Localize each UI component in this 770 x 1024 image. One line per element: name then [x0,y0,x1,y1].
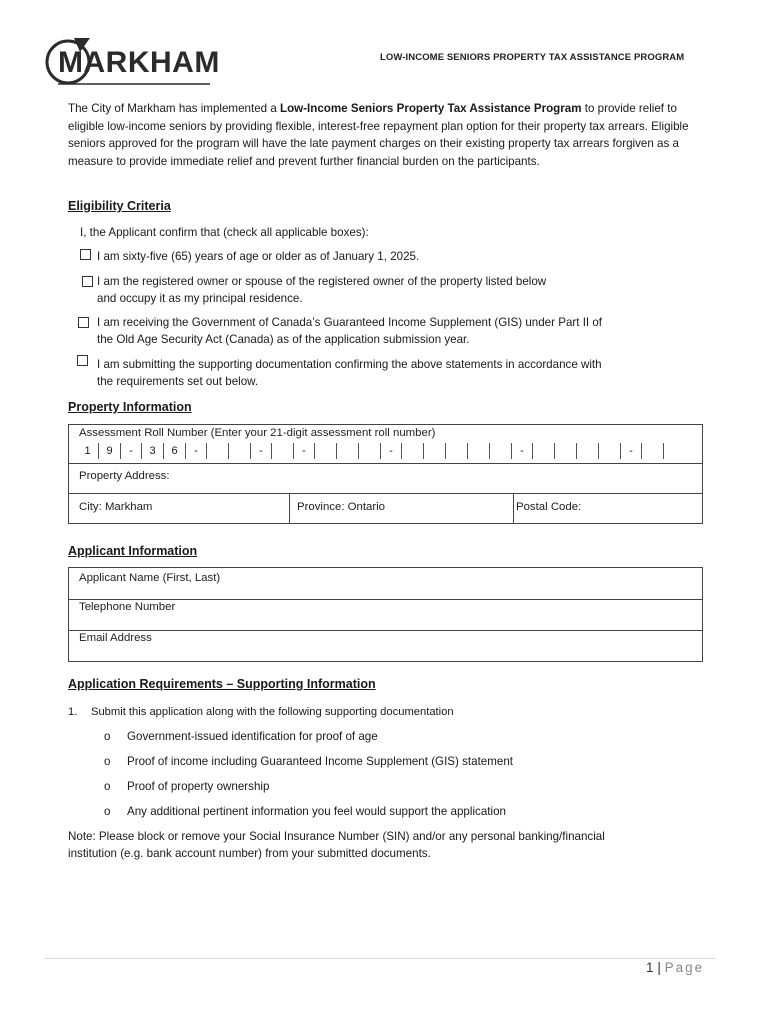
property-table [68,424,703,524]
roll-number-row [69,425,702,464]
intro-program-name: Low-Income Seniors Property Tax Assistance Program [280,102,582,115]
roll-digit[interactable] [533,443,555,459]
roll-digit[interactable]: 1 [77,443,99,459]
sin-note [68,828,605,862]
eligibility-item-owner [97,273,546,307]
eligibility-item-line: I am the registered owner or spouse of the registered owner of the property listed below [97,275,547,288]
roll-digit[interactable]: 3 [142,443,164,459]
page-word: Page [664,960,705,975]
roll-separator: - [121,443,142,459]
markham-logo [44,34,220,90]
requirement-step-text: Submit this application along with the following supporting documentation [91,706,454,718]
intro-paragraph [68,100,708,170]
roll-separator: - [621,443,642,459]
roll-digit[interactable] [599,443,621,459]
postal-code-label: Postal Code: [516,501,582,513]
bullet-mark: o [104,780,111,793]
checkbox-documentation[interactable] [77,355,88,366]
roll-digit[interactable] [577,443,599,459]
checkbox-gis[interactable] [78,317,89,328]
eligibility-item-line: the Old Age Security Act (Canada) as of the application submission year. [97,333,470,346]
city-label: City: Markham [79,501,153,513]
roll-digit[interactable] [229,443,251,459]
eligibility-item-gis [97,314,602,348]
eligibility-item-line: I am sixty-five (65) years of age or older as of January 1, 2025. [97,250,420,263]
roll-digit[interactable] [642,443,664,459]
roll-digit[interactable] [446,443,468,459]
telephone-label: Telephone Number [79,601,176,613]
roll-separator: - [512,443,533,459]
applicant-title: Applicant Information [68,544,198,558]
program-title: LOW-INCOME SENIORS PROPERTY TAX ASSISTANCE PROGRAM [380,52,685,63]
roll-digit[interactable]: 9 [99,443,121,459]
roll-separator: - [186,443,207,459]
eligibility-item-line: the requirements set out below. [97,375,259,388]
checkbox-age[interactable] [80,249,91,260]
roll-digit[interactable] [424,443,446,459]
applicant-table [68,567,703,662]
property-address-field[interactable] [69,463,702,494]
roll-separator: - [251,443,272,459]
roll-digit[interactable] [490,443,512,459]
sin-note-line: institution (e.g. bank account number) from your submitted documents. [68,847,431,860]
email-field[interactable] [69,630,702,661]
requirement-bullet: Government-issued identification for proof of age [127,730,378,743]
roll-digit[interactable] [468,443,490,459]
intro-text-start: The City of Markham has implemented a [68,102,280,115]
eligibility-lead: I, the Applicant confirm that (check all applicable boxes): [80,226,369,239]
logo-text: MARKHAM [58,46,220,79]
roll-digit[interactable]: 6 [164,443,186,459]
intro-text-rest: to provide relief to eligible low-income seniors by providing flexible, interest-free repayment plan option for their property tax arrears. Eligible seniors approved for the program will have the late payment charges on their existing property tax arrears forgiven as a measure to provide immediate relief and prevent further financial burden on the participants. [68,102,689,168]
bullet-mark: o [104,730,111,743]
eligibility-item-line: I am submitting the supporting documentation confirming the above statements in accordance with [97,358,602,371]
eligibility-item-age [97,248,419,265]
page-number [646,960,704,975]
requirement-bullet: Proof of property ownership [127,780,270,793]
roll-digit[interactable] [207,443,229,459]
province-label: Province: Ontario [297,501,385,513]
roll-digit[interactable] [359,443,381,459]
eligibility-item-line: and occupy it as my principal residence. [97,292,303,305]
postal-code-field[interactable] [513,493,702,523]
roll-digit[interactable] [337,443,359,459]
roll-digit[interactable] [315,443,337,459]
property-address-label: Property Address: [79,470,170,482]
roll-separator: - [294,443,315,459]
roll-number-label: Assessment Roll Number (Enter your 21-digit assessment roll number) [79,427,436,439]
bullet-mark: o [104,755,111,768]
roll-digit[interactable] [402,443,424,459]
eligibility-item-documentation [97,356,602,390]
roll-number-cells[interactable] [77,443,664,461]
eligibility-item-line: I am receiving the Government of Canada’s Guaranteed Income Supplement (GIS) under Part II of [97,316,603,329]
page-separator: | [657,960,662,975]
telephone-field[interactable] [69,599,702,631]
roll-digit[interactable] [272,443,294,459]
requirement-bullet: Proof of income including Guaranteed Income Supplement (GIS) statement [127,755,514,768]
email-label: Email Address [79,632,152,644]
sin-note-line: Note: Please block or remove your Social Insurance Number (SIN) and/or any personal banking/financial [68,830,605,843]
province-field[interactable] [289,493,514,523]
roll-separator: - [381,443,402,459]
requirement-bullet: Any additional pertinent information you feel would support the application [127,805,506,818]
checkbox-owner[interactable] [82,276,93,287]
requirement-step-number: 1. [68,706,78,718]
footer-divider [44,958,716,959]
page-number-value: 1 [646,960,655,975]
property-title: Property Information [68,400,192,414]
bullet-mark: o [104,805,111,818]
roll-digit[interactable] [555,443,577,459]
requirements-title: Application Requirements – Supporting Information [68,677,376,691]
applicant-name-field[interactable] [69,568,702,600]
eligibility-title: Eligibility Criteria [68,199,171,213]
city-field[interactable] [69,493,290,523]
applicant-name-label: Applicant Name (First, Last) [79,572,221,584]
